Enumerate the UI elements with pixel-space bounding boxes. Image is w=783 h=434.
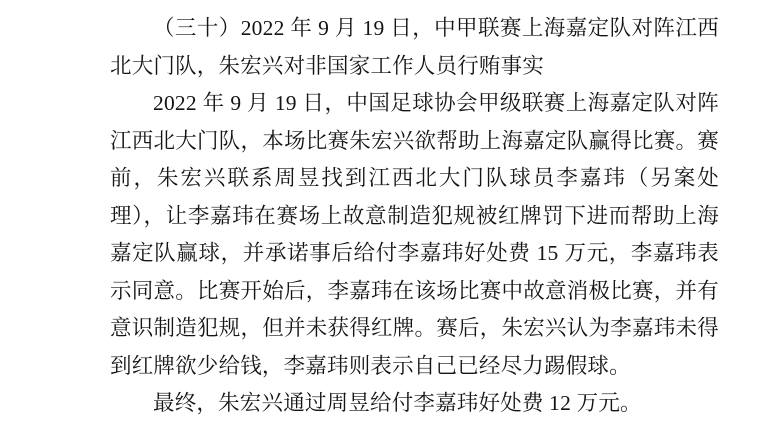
paragraph-heading: （三十）2022 年 9 月 19 日，中甲联赛上海嘉定队对阵江西北大门队，朱宏兴对非国家工作人员行贿事实 <box>110 16 719 78</box>
document-body <box>110 10 719 423</box>
paragraph-conclusion: 最终，朱宏兴通过周昱给付李嘉玮好处费 12 万元。 <box>153 391 642 415</box>
paragraph-body: 2022 年 9 月 19 日，中国足球协会甲级联赛上海嘉定队对阵江西北大门队，本场比赛朱宏兴欲帮助上海嘉定队赢得比赛。赛前，朱宏兴联系周昱找到江西北大门队球员李嘉玮（另案处理），让李嘉玮在赛场上故意制造犯规被红牌罚下进而帮助上海嘉定队赢球，并承诺事后给付李嘉玮好处费 15 万元，李嘉玮表示同意。比赛开始后，李嘉玮在该场比赛中故意消极比赛，并有意识制造犯规，但并未获得红牌。赛后，朱宏兴认为李嘉玮未得到红牌欲少给钱，李嘉玮则表示自己已经尽力踢假球。 <box>110 91 719 378</box>
